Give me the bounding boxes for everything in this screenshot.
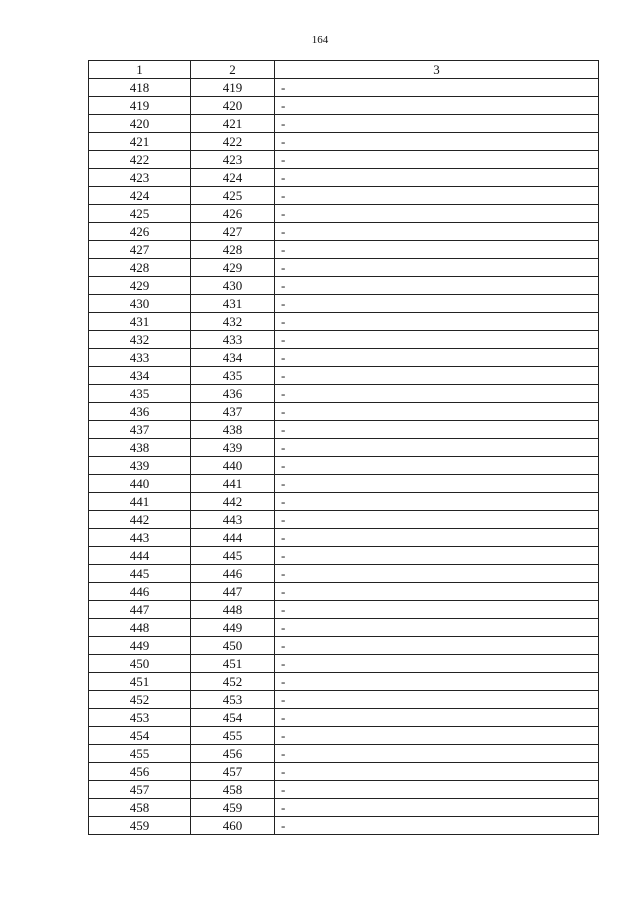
- cell-col-1: 438: [89, 439, 191, 457]
- cell-col-2: 435: [191, 367, 275, 385]
- table-row: [89, 457, 599, 475]
- cell-col-1: 453: [89, 709, 191, 727]
- cell-col-2: 460: [191, 817, 275, 835]
- cell-col-3: -: [275, 781, 599, 799]
- cell-col-1: 425: [89, 205, 191, 223]
- cell-col-3: -: [275, 817, 599, 835]
- table-row: [89, 313, 599, 331]
- cell-col-1: 449: [89, 637, 191, 655]
- cell-col-2: 441: [191, 475, 275, 493]
- cell-col-1: 428: [89, 259, 191, 277]
- cell-col-1: 443: [89, 529, 191, 547]
- cell-col-2: 428: [191, 241, 275, 259]
- table-row: [89, 349, 599, 367]
- cell-col-3: -: [275, 115, 599, 133]
- cell-col-2: 448: [191, 601, 275, 619]
- cell-col-1: 441: [89, 493, 191, 511]
- table-row: [89, 565, 599, 583]
- cell-col-2: 434: [191, 349, 275, 367]
- cell-col-3: -: [275, 601, 599, 619]
- table-row: [89, 763, 599, 781]
- table-row: [89, 367, 599, 385]
- cell-col-2: 450: [191, 637, 275, 655]
- cell-col-1: 420: [89, 115, 191, 133]
- cell-col-1: 446: [89, 583, 191, 601]
- cell-col-3: -: [275, 709, 599, 727]
- cell-col-3: -: [275, 295, 599, 313]
- column-header-1: 1: [89, 61, 191, 79]
- table-row: [89, 619, 599, 637]
- cell-col-1: 454: [89, 727, 191, 745]
- table-row: [89, 781, 599, 799]
- cell-col-2: 453: [191, 691, 275, 709]
- cell-col-2: 433: [191, 331, 275, 349]
- cell-col-1: 456: [89, 763, 191, 781]
- cell-col-1: 437: [89, 421, 191, 439]
- cell-col-3: -: [275, 349, 599, 367]
- table-row: [89, 133, 599, 151]
- table-row: [89, 403, 599, 421]
- cell-col-1: 426: [89, 223, 191, 241]
- cell-col-2: 424: [191, 169, 275, 187]
- cell-col-1: 448: [89, 619, 191, 637]
- cell-col-2: 457: [191, 763, 275, 781]
- cell-col-3: -: [275, 763, 599, 781]
- cell-col-2: 452: [191, 673, 275, 691]
- cell-col-1: 459: [89, 817, 191, 835]
- cell-col-3: -: [275, 511, 599, 529]
- column-header-2: 2: [191, 61, 275, 79]
- cell-col-3: -: [275, 745, 599, 763]
- cell-col-1: 433: [89, 349, 191, 367]
- table-row: [89, 115, 599, 133]
- table-row: [89, 259, 599, 277]
- cell-col-2: 430: [191, 277, 275, 295]
- cell-col-1: 422: [89, 151, 191, 169]
- cell-col-2: 449: [191, 619, 275, 637]
- table-row: [89, 187, 599, 205]
- data-table: [88, 60, 599, 835]
- table-row: [89, 637, 599, 655]
- cell-col-1: 458: [89, 799, 191, 817]
- cell-col-2: 425: [191, 187, 275, 205]
- table-row: [89, 241, 599, 259]
- table-row: [89, 529, 599, 547]
- cell-col-3: -: [275, 583, 599, 601]
- cell-col-2: 438: [191, 421, 275, 439]
- cell-col-2: 447: [191, 583, 275, 601]
- cell-col-3: -: [275, 313, 599, 331]
- cell-col-3: -: [275, 547, 599, 565]
- table-row: [89, 385, 599, 403]
- cell-col-3: -: [275, 133, 599, 151]
- cell-col-3: -: [275, 439, 599, 457]
- cell-col-3: -: [275, 367, 599, 385]
- cell-col-2: 437: [191, 403, 275, 421]
- cell-col-2: 426: [191, 205, 275, 223]
- cell-col-1: 436: [89, 403, 191, 421]
- cell-col-3: -: [275, 385, 599, 403]
- cell-col-3: -: [275, 421, 599, 439]
- table-row: [89, 817, 599, 835]
- cell-col-3: -: [275, 187, 599, 205]
- cell-col-3: -: [275, 799, 599, 817]
- cell-col-3: -: [275, 223, 599, 241]
- cell-col-2: 423: [191, 151, 275, 169]
- cell-col-3: -: [275, 151, 599, 169]
- table-header: [89, 61, 599, 79]
- cell-col-2: 420: [191, 97, 275, 115]
- cell-col-1: 457: [89, 781, 191, 799]
- table-row: [89, 223, 599, 241]
- cell-col-3: -: [275, 493, 599, 511]
- cell-col-2: 440: [191, 457, 275, 475]
- cell-col-3: -: [275, 673, 599, 691]
- cell-col-1: 442: [89, 511, 191, 529]
- table-row: [89, 745, 599, 763]
- cell-col-2: 446: [191, 565, 275, 583]
- table-row: [89, 475, 599, 493]
- table-row: [89, 295, 599, 313]
- cell-col-1: 429: [89, 277, 191, 295]
- cell-col-2: 421: [191, 115, 275, 133]
- table-row: [89, 331, 599, 349]
- cell-col-3: -: [275, 331, 599, 349]
- cell-col-1: 440: [89, 475, 191, 493]
- cell-col-1: 418: [89, 79, 191, 97]
- cell-col-1: 435: [89, 385, 191, 403]
- table-row: [89, 493, 599, 511]
- cell-col-1: 427: [89, 241, 191, 259]
- cell-col-1: 424: [89, 187, 191, 205]
- table-row: [89, 151, 599, 169]
- cell-col-1: 447: [89, 601, 191, 619]
- cell-col-1: 423: [89, 169, 191, 187]
- cell-col-3: -: [275, 727, 599, 745]
- cell-col-2: 439: [191, 439, 275, 457]
- cell-col-3: -: [275, 241, 599, 259]
- table-row: [89, 601, 599, 619]
- cell-col-1: 445: [89, 565, 191, 583]
- cell-col-3: -: [275, 259, 599, 277]
- cell-col-2: 458: [191, 781, 275, 799]
- cell-col-2: 429: [191, 259, 275, 277]
- cell-col-1: 450: [89, 655, 191, 673]
- table-row: [89, 511, 599, 529]
- cell-col-2: 432: [191, 313, 275, 331]
- cell-col-1: 452: [89, 691, 191, 709]
- table-row: [89, 709, 599, 727]
- cell-col-1: 431: [89, 313, 191, 331]
- cell-col-1: 451: [89, 673, 191, 691]
- page-number: 164: [311, 34, 329, 46]
- cell-col-2: 445: [191, 547, 275, 565]
- cell-col-1: 432: [89, 331, 191, 349]
- table-row: [89, 421, 599, 439]
- table-row: [89, 205, 599, 223]
- table-row: [89, 277, 599, 295]
- column-header-3: 3: [275, 61, 599, 79]
- cell-col-3: -: [275, 619, 599, 637]
- cell-col-3: -: [275, 205, 599, 223]
- cell-col-2: 442: [191, 493, 275, 511]
- table-row: [89, 79, 599, 97]
- table-row: [89, 169, 599, 187]
- table-row: [89, 439, 599, 457]
- cell-col-2: 455: [191, 727, 275, 745]
- cell-col-2: 459: [191, 799, 275, 817]
- cell-col-2: 451: [191, 655, 275, 673]
- cell-col-1: 421: [89, 133, 191, 151]
- cell-col-3: -: [275, 97, 599, 115]
- cell-col-1: 444: [89, 547, 191, 565]
- cell-col-3: -: [275, 637, 599, 655]
- cell-col-3: -: [275, 529, 599, 547]
- table-row: [89, 97, 599, 115]
- cell-col-2: 436: [191, 385, 275, 403]
- table-body: [89, 79, 599, 835]
- cell-col-2: 427: [191, 223, 275, 241]
- cell-col-2: 422: [191, 133, 275, 151]
- cell-col-3: -: [275, 457, 599, 475]
- cell-col-3: -: [275, 79, 599, 97]
- cell-col-3: -: [275, 277, 599, 295]
- cell-col-1: 430: [89, 295, 191, 313]
- cell-col-2: 454: [191, 709, 275, 727]
- cell-col-2: 456: [191, 745, 275, 763]
- header-row: [89, 61, 599, 79]
- table-row: [89, 691, 599, 709]
- table-row: [89, 727, 599, 745]
- cell-col-1: 439: [89, 457, 191, 475]
- cell-col-3: -: [275, 475, 599, 493]
- cell-col-3: -: [275, 169, 599, 187]
- cell-col-2: 444: [191, 529, 275, 547]
- cell-col-1: 419: [89, 97, 191, 115]
- table-row: [89, 673, 599, 691]
- table-row: [89, 583, 599, 601]
- cell-col-3: -: [275, 565, 599, 583]
- cell-col-2: 443: [191, 511, 275, 529]
- table-row: [89, 547, 599, 565]
- table-row: [89, 799, 599, 817]
- cell-col-3: -: [275, 691, 599, 709]
- cell-col-3: -: [275, 655, 599, 673]
- cell-col-1: 455: [89, 745, 191, 763]
- cell-col-1: 434: [89, 367, 191, 385]
- table-row: [89, 655, 599, 673]
- cell-col-3: -: [275, 403, 599, 421]
- cell-col-2: 431: [191, 295, 275, 313]
- cell-col-2: 419: [191, 79, 275, 97]
